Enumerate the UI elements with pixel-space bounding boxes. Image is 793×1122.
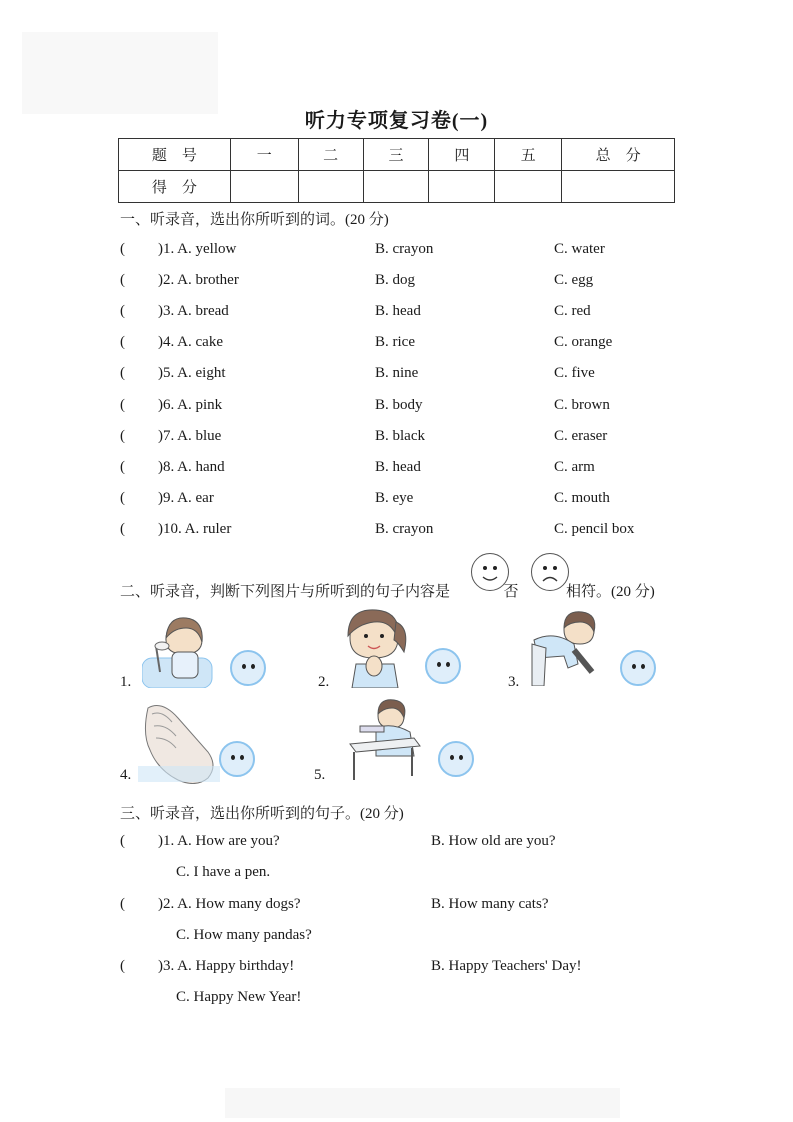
picture-4-label: 4.: [120, 767, 132, 783]
score-cell[interactable]: [495, 171, 562, 203]
score-header-cell: 四: [429, 139, 495, 171]
score-header-cell: 一: [230, 139, 298, 171]
item-option-b: B. head: [375, 459, 421, 475]
item-option-a: )9. A. ear: [158, 490, 214, 506]
score-header-cell: 二: [298, 139, 363, 171]
section3-heading: 三、听录音，选出你所听到的句子。(20 分): [120, 806, 404, 822]
item-option-a: )3. A. Happy birthday!: [158, 958, 295, 974]
sad-face-icon: [531, 553, 569, 591]
item-option-b: B. crayon: [375, 241, 434, 257]
picture-3-label: 3.: [508, 674, 520, 690]
score-cell[interactable]: [562, 171, 675, 203]
answer-paren[interactable]: (: [120, 958, 125, 974]
item-option-c: C. mouth: [554, 490, 610, 506]
item-option-a: )2. A. How many dogs?: [158, 896, 301, 912]
answer-paren[interactable]: (: [120, 428, 125, 444]
happy-face-icon: [471, 553, 509, 591]
item-option-c: C. orange: [554, 334, 613, 350]
page-title: 听力专项复习卷(一): [304, 110, 489, 132]
answer-paren[interactable]: (: [120, 521, 125, 537]
item-option-c: C. pencil box: [554, 521, 635, 537]
score-cell[interactable]: [429, 171, 495, 203]
item-option-b: B. rice: [375, 334, 415, 350]
answer-paren[interactable]: (: [120, 490, 125, 506]
item-option-c: C. red: [554, 303, 591, 319]
picture-3-boy-bending-icon: [526, 610, 606, 686]
section1-heading: 一、听录音，选出你所听到的词。(20 分): [120, 212, 389, 228]
score-table-header-row: [119, 139, 675, 171]
answer-paren[interactable]: (: [120, 334, 125, 350]
score-header-cell: 五: [495, 139, 562, 171]
item-option-b: B. black: [375, 428, 425, 444]
picture-4-hand-icon: [138, 700, 220, 784]
section2-heading: [120, 580, 655, 601]
item-option-c: C. How many pandas?: [176, 927, 312, 943]
item-option-a: )1. A. How are you?: [158, 833, 280, 849]
item-option-a: )5. A. eight: [158, 365, 226, 381]
picture-2-label: 2.: [318, 674, 330, 690]
item-option-c: C. five: [554, 365, 595, 381]
picture-5-label: 5.: [314, 767, 326, 783]
answer-paren[interactable]: (: [120, 896, 125, 912]
scan-artifact-top: [22, 32, 218, 114]
section2-heading-part2: 否: [503, 584, 519, 600]
item-option-b: B. How old are you?: [431, 833, 556, 849]
answer-paren[interactable]: (: [120, 833, 125, 849]
score-row-label: 得 分: [119, 171, 231, 203]
item-option-c: C. water: [554, 241, 605, 257]
section2-heading-part3: 相符。(20 分): [566, 584, 655, 600]
item-option-a: )7. A. blue: [158, 428, 222, 444]
score-header-cell: 总 分: [562, 139, 675, 171]
score-table: [118, 138, 675, 203]
answer-face-3[interactable]: [620, 650, 656, 686]
score-cell[interactable]: [230, 171, 298, 203]
answer-paren[interactable]: (: [120, 303, 125, 319]
item-option-a: )2. A. brother: [158, 272, 239, 288]
section2-heading-part1: 二、听录音，判断下列图片与所听到的句子内容是: [120, 584, 451, 600]
item-option-c: C. egg: [554, 272, 594, 288]
item-option-b: B. nine: [375, 365, 419, 381]
score-cell[interactable]: [298, 171, 363, 203]
answer-paren[interactable]: (: [120, 241, 125, 257]
score-header-cell: 题 号: [119, 139, 231, 171]
item-option-c: C. brown: [554, 397, 610, 413]
item-option-c: C. eraser: [554, 428, 608, 444]
item-option-a: )3. A. bread: [158, 303, 229, 319]
answer-paren[interactable]: (: [120, 459, 125, 475]
answer-face-5[interactable]: [438, 741, 474, 777]
item-option-b: B. body: [375, 397, 423, 413]
item-option-a: )1. A. yellow: [158, 241, 237, 257]
item-option-c: C. I have a pen.: [176, 864, 271, 880]
item-option-b: B. How many cats?: [431, 896, 549, 912]
item-option-b: B. Happy Teachers' Day!: [431, 958, 582, 974]
item-option-a: )4. A. cake: [158, 334, 223, 350]
answer-face-4[interactable]: [219, 741, 255, 777]
item-option-a: )8. A. hand: [158, 459, 225, 475]
picture-1-label: 1.: [120, 674, 132, 690]
answer-face-2[interactable]: [425, 648, 461, 684]
item-option-c: C. Happy New Year!: [176, 989, 302, 1005]
score-table-score-row: [119, 171, 675, 203]
item-option-c: C. arm: [554, 459, 595, 475]
item-option-b: B. eye: [375, 490, 414, 506]
answer-paren[interactable]: (: [120, 365, 125, 381]
item-option-a: )6. A. pink: [158, 397, 223, 413]
score-header-cell: 三: [363, 139, 429, 171]
answer-paren[interactable]: (: [120, 272, 125, 288]
item-option-b: B. head: [375, 303, 421, 319]
answer-face-1[interactable]: [230, 650, 266, 686]
picture-5-boy-at-desk-icon: [346, 698, 424, 780]
picture-2-girl-clapping-icon: [336, 606, 411, 688]
scan-artifact-bottom: [225, 1088, 620, 1118]
item-option-b: B. dog: [375, 272, 416, 288]
score-cell[interactable]: [363, 171, 429, 203]
answer-paren[interactable]: (: [120, 397, 125, 413]
picture-1-girl-eating-icon: [142, 612, 217, 688]
item-option-b: B. crayon: [375, 521, 434, 537]
item-option-a: )10. A. ruler: [158, 521, 232, 537]
